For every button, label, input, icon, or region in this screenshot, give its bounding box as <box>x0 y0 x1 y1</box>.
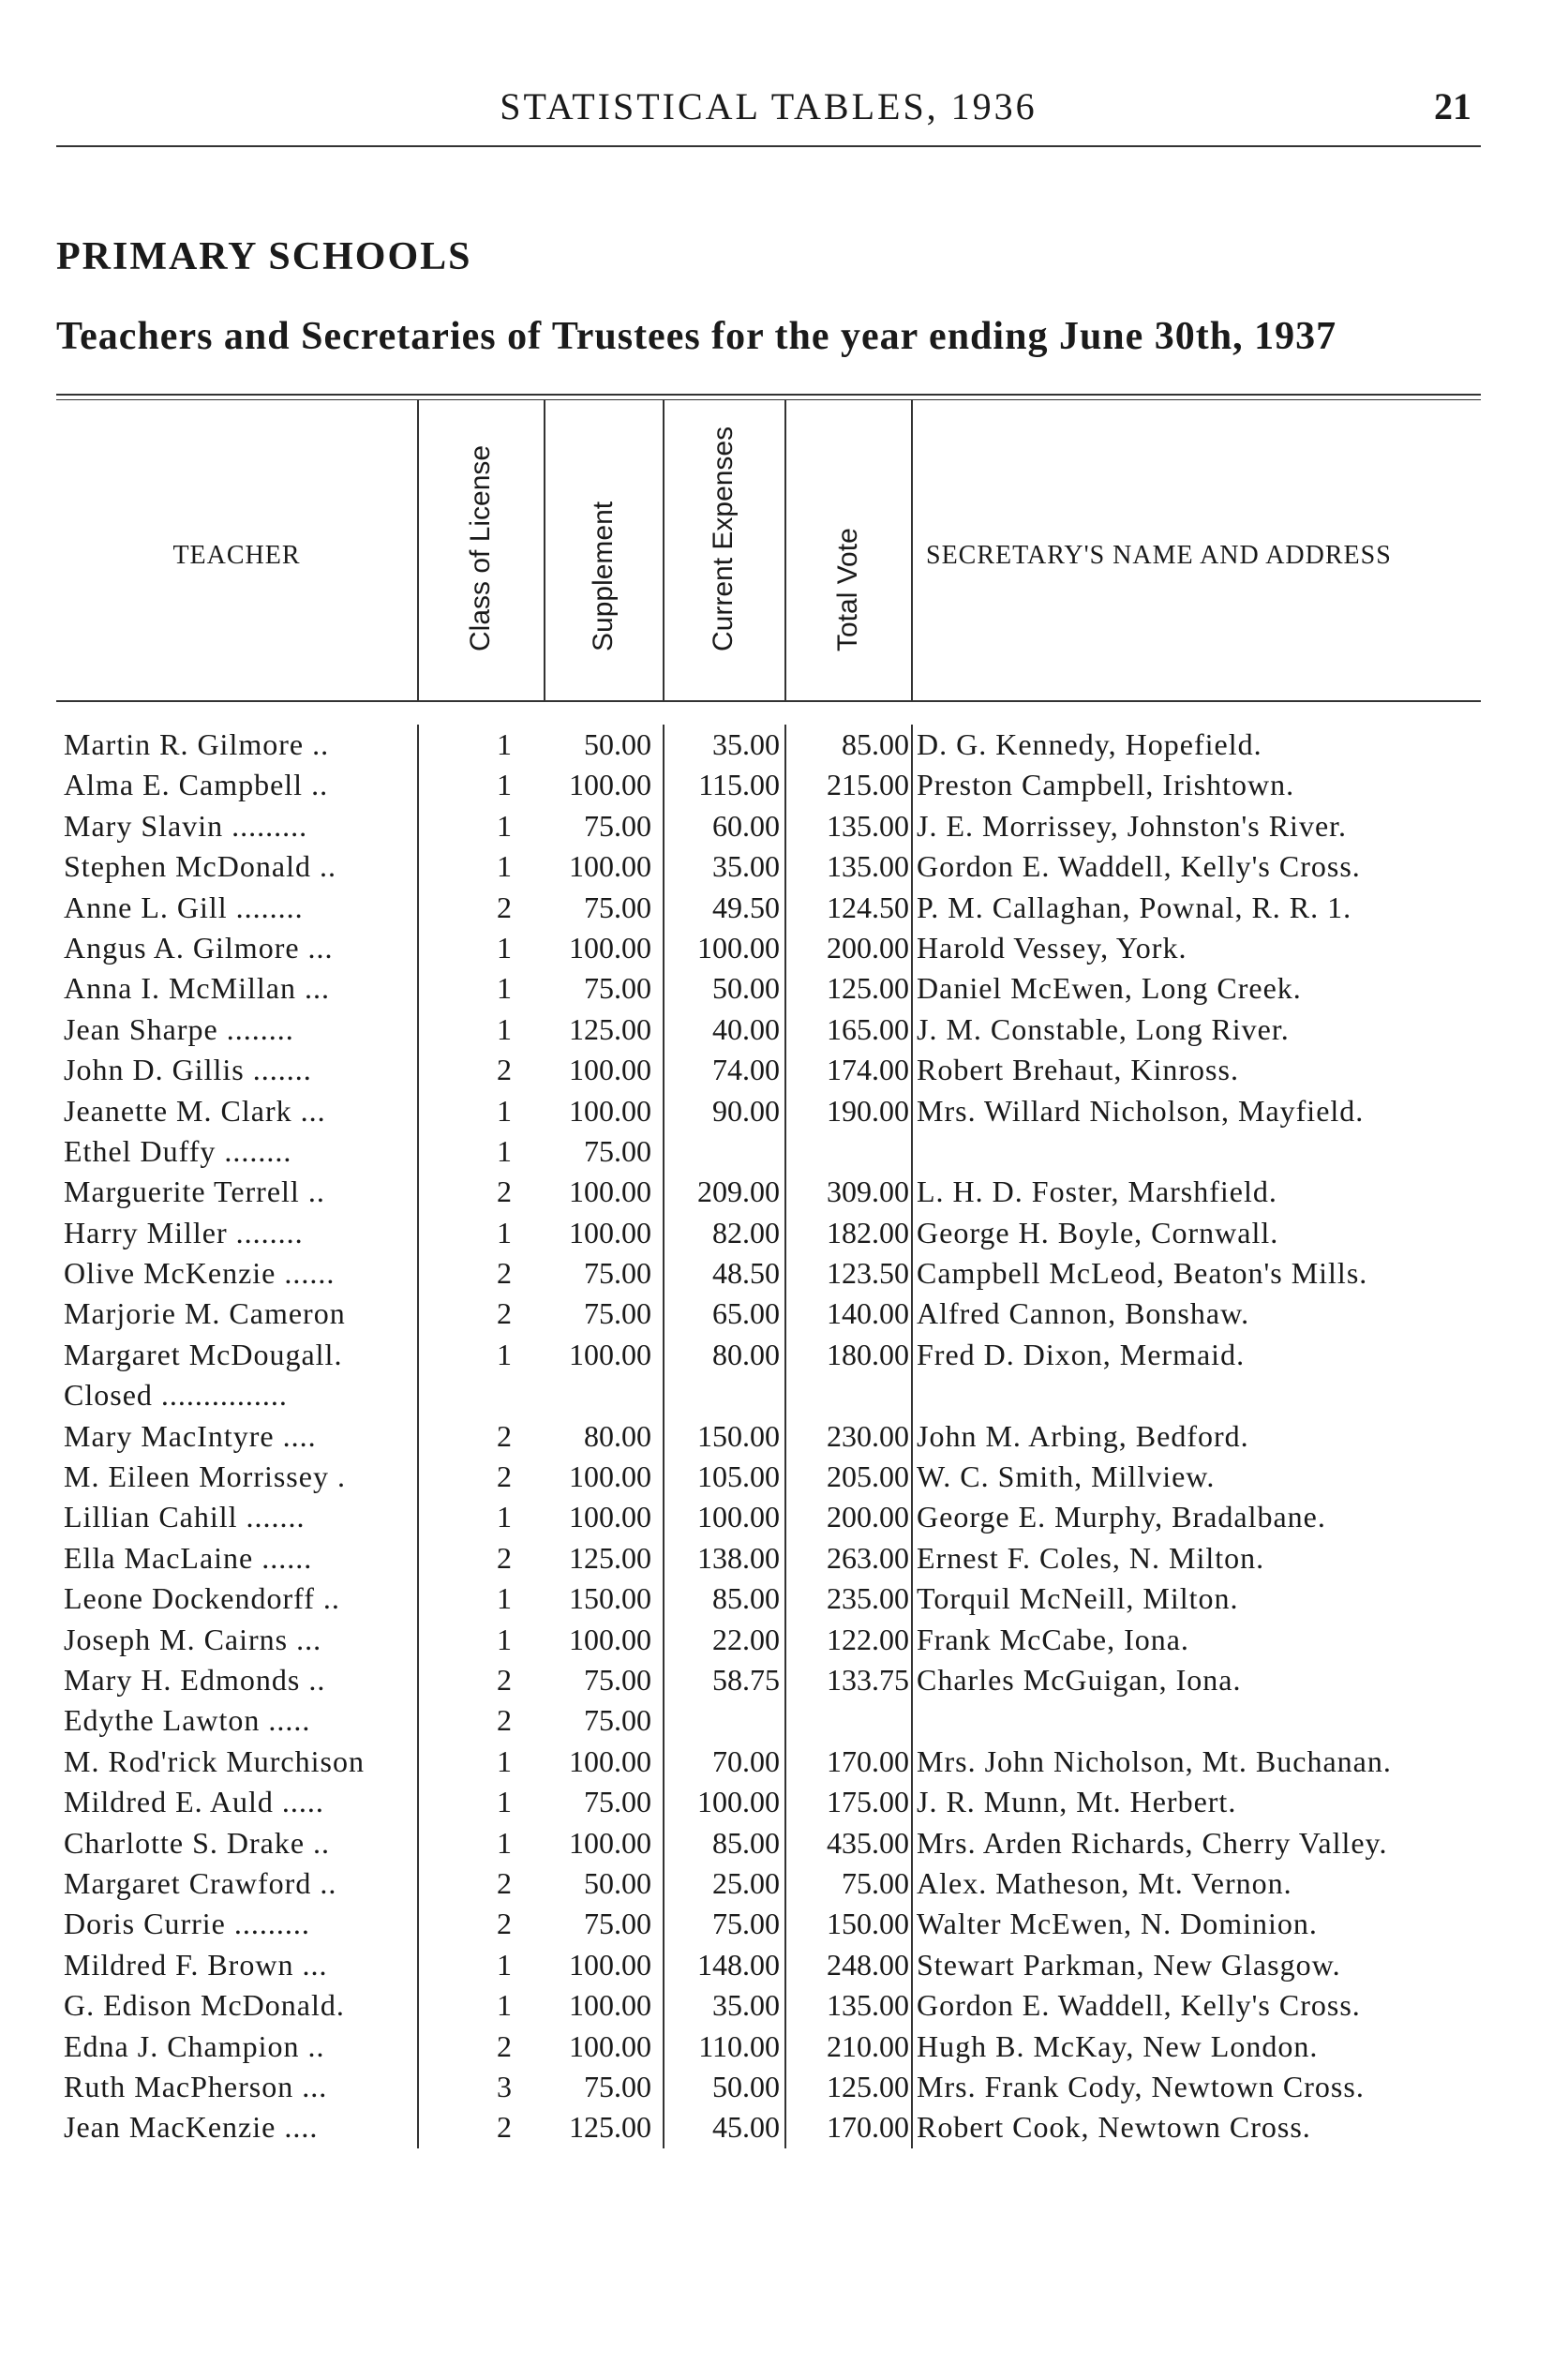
supplement-amount: 75.00 <box>584 808 651 843</box>
secretary-name-address: Mrs. Frank Cody, Newtown Cross. <box>917 2069 1365 2103</box>
supplement-amount: 100.00 <box>569 1459 651 1494</box>
table-top-rule <box>56 394 1481 400</box>
table-row <box>56 1863 1481 1904</box>
secretary-name-address: Frank McCabe, Iona. <box>917 1622 1189 1656</box>
secretary-name-address: J. R. Munn, Mt. Herbert. <box>917 1785 1237 1819</box>
table-row <box>56 1823 1481 1863</box>
total-vote-amount: 205.00 <box>827 1459 909 1494</box>
secretary-name-address: W. C. Smith, Millview. <box>917 1459 1216 1494</box>
current-expenses-amount: 70.00 <box>712 1743 780 1778</box>
total-vote-amount: 200.00 <box>827 930 909 965</box>
secretary-name-address: Hugh B. McKay, New London. <box>917 2028 1319 2063</box>
teacher-name: Edythe Lawton ..... <box>64 1703 311 1738</box>
total-vote-amount: 124.50 <box>827 890 909 924</box>
total-vote-amount: 75.00 <box>842 1865 909 1900</box>
current-expenses-amount: 85.00 <box>712 1581 780 1616</box>
class-of-license: 1 <box>497 1622 512 1656</box>
class-of-license: 1 <box>497 1581 512 1616</box>
class-of-license: 1 <box>497 768 512 802</box>
teacher-name: Edna J. Champion .. <box>64 2028 325 2063</box>
total-vote-amount: 235.00 <box>827 1581 909 1616</box>
teachers-table <box>56 394 1481 2148</box>
table-header <box>56 400 1481 702</box>
total-vote-amount: 123.50 <box>827 1256 909 1291</box>
current-expenses-amount: 209.00 <box>697 1175 780 1209</box>
total-vote-amount: 122.00 <box>827 1622 909 1656</box>
total-vote-amount: 125.00 <box>827 971 909 1006</box>
teacher-name: Mary Slavin ......... <box>64 808 308 843</box>
table-row <box>56 1457 1481 1497</box>
teacher-name: Lillian Cahill ....... <box>64 1500 306 1534</box>
table-row <box>56 1416 1481 1457</box>
teacher-name: John D. Gillis ....... <box>64 1053 312 1087</box>
secretary-name-address: Robert Brehaut, Kinross. <box>917 1053 1239 1087</box>
secretary-name-address: Robert Cook, Newtown Cross. <box>917 2110 1311 2145</box>
supplement-amount: 50.00 <box>584 727 651 761</box>
class-of-license: 2 <box>497 1662 512 1697</box>
table-row <box>56 2067 1481 2107</box>
table-row <box>56 846 1481 887</box>
supplement-amount: 75.00 <box>584 2069 651 2103</box>
class-of-license: 1 <box>497 1011 512 1046</box>
supplement-amount: 75.00 <box>584 1256 651 1291</box>
teacher-name: G. Edison McDonald. <box>64 1988 345 2023</box>
secretary-name-address: Alex. Matheson, Mt. Vernon. <box>917 1865 1292 1900</box>
supplement-amount: 100.00 <box>569 1093 651 1128</box>
table-row <box>56 1131 1481 1172</box>
class-of-license: 1 <box>497 1988 512 2023</box>
supplement-amount: 100.00 <box>569 1947 651 1982</box>
secretary-name-address: Charles McGuigan, Iona. <box>917 1662 1242 1697</box>
secretary-name-address: Torquil McNeill, Milton. <box>917 1581 1239 1616</box>
header-class-of-license: Class of License <box>464 444 496 651</box>
current-expenses-amount: 85.00 <box>712 1825 780 1860</box>
header-teacher: TEACHER <box>172 541 301 570</box>
secretary-name-address: Harold Vessey, York. <box>917 930 1187 965</box>
table-row <box>56 968 1481 1009</box>
table-row <box>56 1497 1481 1537</box>
table-row <box>56 1213 1481 1253</box>
current-expenses-amount: 45.00 <box>712 2110 780 2145</box>
teacher-name: Doris Currie ......... <box>64 1907 310 1941</box>
teacher-name: Angus A. Gilmore ... <box>64 930 334 965</box>
table-row <box>56 1782 1481 1822</box>
total-vote-amount: 150.00 <box>827 1907 909 1941</box>
total-vote-amount: 210.00 <box>827 2028 909 2063</box>
total-vote-amount: 190.00 <box>827 1093 909 1128</box>
teacher-name: M. Eileen Morrissey . <box>64 1459 346 1494</box>
teacher-name: Alma E. Campbell .. <box>64 768 329 802</box>
table-row <box>56 928 1481 968</box>
supplement-amount: 100.00 <box>569 1825 651 1860</box>
class-of-license: 2 <box>497 1053 512 1087</box>
teacher-name: M. Rod'rick Murchison <box>64 1743 365 1778</box>
supplement-amount: 75.00 <box>584 1703 651 1738</box>
teacher-name: Martin R. Gilmore .. <box>64 727 330 761</box>
secretary-name-address: Mrs. Willard Nicholson, Mayfield. <box>917 1093 1365 1128</box>
total-vote-amount: 248.00 <box>827 1947 909 1982</box>
class-of-license: 2 <box>497 2028 512 2063</box>
table-row <box>56 1172 1481 1212</box>
current-expenses-amount: 105.00 <box>697 1459 780 1494</box>
secretary-name-address: D. G. Kennedy, Hopefield. <box>917 727 1262 761</box>
table-row <box>56 765 1481 805</box>
header-total-vote: Total Vote <box>831 528 863 651</box>
table-row <box>56 1538 1481 1579</box>
table-row <box>56 1700 1481 1741</box>
total-vote-amount: 175.00 <box>827 1785 909 1819</box>
secretary-name-address: Ernest F. Coles, N. Milton. <box>917 1540 1265 1575</box>
secretary-name-address: Gordon E. Waddell, Kelly's Cross. <box>917 849 1361 884</box>
current-expenses-amount: 48.50 <box>712 1256 780 1291</box>
supplement-amount: 100.00 <box>569 1337 651 1371</box>
teacher-name: Ethel Duffy ........ <box>64 1133 292 1168</box>
current-expenses-amount: 100.00 <box>697 1785 780 1819</box>
current-expenses-amount: 110.00 <box>698 2028 780 2063</box>
section-subtitle: Teachers and Secretaries of Trustees for the year ending June 30th, 1937 <box>56 315 1337 358</box>
class-of-license: 1 <box>497 1093 512 1128</box>
class-of-license: 1 <box>497 1825 512 1860</box>
class-of-license: 3 <box>497 2069 512 2103</box>
supplement-amount: 75.00 <box>584 1785 651 1819</box>
supplement-amount: 75.00 <box>584 890 651 924</box>
header-supplement-cell <box>544 400 665 700</box>
class-of-license: 2 <box>497 1703 512 1738</box>
teacher-name: Marguerite Terrell .. <box>64 1175 325 1209</box>
table-row <box>56 1742 1481 1782</box>
current-expenses-amount: 22.00 <box>712 1622 780 1656</box>
table-row <box>56 806 1481 846</box>
total-vote-amount: 135.00 <box>827 849 909 884</box>
teacher-name: Stephen McDonald .. <box>64 849 336 884</box>
total-vote-amount: 170.00 <box>827 1743 909 1778</box>
class-of-license: 1 <box>497 727 512 761</box>
table-row <box>56 1335 1481 1375</box>
secretary-name-address: J. M. Constable, Long River. <box>917 1011 1290 1046</box>
header-secretary-cell <box>911 400 1481 700</box>
current-expenses-amount: 40.00 <box>712 1011 780 1046</box>
class-of-license: 1 <box>497 1947 512 1982</box>
supplement-amount: 100.00 <box>569 1215 651 1249</box>
teacher-name: Harry Miller ........ <box>64 1215 304 1249</box>
class-of-license: 2 <box>497 1540 512 1575</box>
current-expenses-amount: 58.75 <box>712 1662 780 1697</box>
supplement-amount: 75.00 <box>584 1133 651 1168</box>
total-vote-amount: 125.00 <box>827 2069 909 2103</box>
current-expenses-amount: 65.00 <box>712 1296 780 1331</box>
total-vote-amount: 200.00 <box>827 1500 909 1534</box>
total-vote-amount: 165.00 <box>827 1011 909 1046</box>
current-expenses-amount: 75.00 <box>712 1907 780 1941</box>
class-of-license: 2 <box>497 1865 512 1900</box>
supplement-amount: 100.00 <box>569 1743 651 1778</box>
table-row <box>56 1579 1481 1619</box>
teacher-name: Anna I. McMillan ... <box>64 971 330 1006</box>
total-vote-amount: 263.00 <box>827 1540 909 1575</box>
supplement-amount: 75.00 <box>584 1662 651 1697</box>
header-current-expenses: Current Expenses <box>708 426 739 651</box>
header-current-cell <box>663 400 786 700</box>
current-expenses-amount: 49.50 <box>712 890 780 924</box>
table-row <box>56 2107 1481 2147</box>
supplement-amount: 100.00 <box>569 1053 651 1087</box>
class-of-license: 1 <box>497 1133 512 1168</box>
total-vote-amount: 215.00 <box>827 768 909 802</box>
total-vote-amount: 135.00 <box>827 1988 909 2023</box>
secretary-name-address: Daniel McEwen, Long Creek. <box>917 971 1302 1006</box>
supplement-amount: 75.00 <box>584 971 651 1006</box>
table-row <box>56 1253 1481 1294</box>
class-of-license: 2 <box>497 1418 512 1453</box>
current-expenses-amount: 148.00 <box>697 1947 780 1982</box>
table-row <box>56 1294 1481 1334</box>
table-row <box>56 888 1481 928</box>
secretary-name-address: Stewart Parkman, New Glasgow. <box>917 1947 1341 1982</box>
class-of-license: 1 <box>497 808 512 843</box>
supplement-amount: 75.00 <box>584 1907 651 1941</box>
table-row <box>56 2027 1481 2067</box>
class-of-license: 2 <box>497 1175 512 1209</box>
header-supplement: Supplement <box>587 501 619 651</box>
supplement-amount: 100.00 <box>569 1988 651 2023</box>
teacher-name: Margaret Crawford .. <box>64 1865 337 1900</box>
teacher-name: Olive McKenzie ...... <box>64 1256 336 1291</box>
header-secretary: SECRETARY'S NAME AND ADDRESS <box>926 541 1392 570</box>
class-of-license: 1 <box>497 1337 512 1371</box>
supplement-amount: 100.00 <box>569 930 651 965</box>
teacher-name: Leone Dockendorff .. <box>64 1581 340 1616</box>
secretary-name-address: L. H. D. Foster, Marshfield. <box>917 1175 1277 1209</box>
table-row <box>56 1620 1481 1660</box>
teacher-name: Jean Sharpe ........ <box>64 1011 294 1046</box>
secretary-name-address: Preston Campbell, Irishtown. <box>917 768 1295 802</box>
current-expenses-amount: 80.00 <box>712 1337 780 1371</box>
current-expenses-amount: 35.00 <box>712 1988 780 2023</box>
total-vote-amount: 174.00 <box>827 1053 909 1087</box>
secretary-name-address: George E. Murphy, Bradalbane. <box>917 1500 1326 1534</box>
current-expenses-amount: 138.00 <box>697 1540 780 1575</box>
teacher-name: Mildred E. Auld ..... <box>64 1785 324 1819</box>
teacher-name: Margaret McDougall. <box>64 1337 343 1371</box>
table-row <box>56 1660 1481 1700</box>
teacher-name: Jeanette M. Clark ... <box>64 1093 326 1128</box>
secretary-name-address: George H. Boyle, Cornwall. <box>917 1215 1279 1249</box>
current-expenses-amount: 82.00 <box>712 1215 780 1249</box>
table-row <box>56 725 1481 765</box>
secretary-name-address: John M. Arbing, Bedford. <box>917 1418 1249 1453</box>
total-vote-amount: 180.00 <box>827 1337 909 1371</box>
current-expenses-amount: 90.00 <box>712 1093 780 1128</box>
current-expenses-amount: 150.00 <box>697 1418 780 1453</box>
supplement-amount: 50.00 <box>584 1865 651 1900</box>
teacher-name: Anne L. Gill ........ <box>64 890 304 924</box>
current-expenses-amount: 100.00 <box>697 1500 780 1534</box>
supplement-amount: 125.00 <box>569 1540 651 1575</box>
secretary-name-address: P. M. Callaghan, Pownal, R. R. 1. <box>917 890 1352 924</box>
supplement-amount: 100.00 <box>569 1500 651 1534</box>
running-head-title: STATISTICAL TABLES, 1936 <box>500 85 1038 127</box>
class-of-license: 2 <box>497 1256 512 1291</box>
header-rule <box>56 145 1481 147</box>
current-expenses-amount: 60.00 <box>712 808 780 843</box>
teacher-name: Ruth MacPherson ... <box>64 2069 328 2103</box>
current-expenses-amount: 50.00 <box>712 2069 780 2103</box>
current-expenses-amount: 35.00 <box>712 727 780 761</box>
class-of-license: 1 <box>497 849 512 884</box>
secretary-name-address: Campbell McLeod, Beaton's Mills. <box>917 1256 1368 1291</box>
header-class-cell <box>417 400 545 700</box>
class-of-license: 1 <box>497 1215 512 1249</box>
secretary-name-address: J. E. Morrissey, Johnston's River. <box>917 808 1348 843</box>
section-title: PRIMARY SCHOOLS <box>56 235 472 278</box>
class-of-license: 2 <box>497 2110 512 2145</box>
page-number: 21 <box>1434 85 1471 127</box>
table-row <box>56 1050 1481 1090</box>
total-vote-amount: 133.75 <box>827 1662 909 1697</box>
supplement-amount: 100.00 <box>569 1622 651 1656</box>
table-row <box>56 1985 1481 2026</box>
total-vote-amount: 435.00 <box>827 1825 909 1860</box>
header-total-cell <box>784 400 913 700</box>
supplement-amount: 75.00 <box>584 1296 651 1331</box>
teacher-name: Charlotte S. Drake .. <box>64 1825 331 1860</box>
table-row <box>56 1010 1481 1050</box>
secretary-name-address: Mrs. Arden Richards, Cherry Valley. <box>917 1825 1388 1860</box>
total-vote-amount: 85.00 <box>842 727 909 761</box>
class-of-license: 2 <box>497 890 512 924</box>
secretary-name-address: Gordon E. Waddell, Kelly's Cross. <box>917 1988 1361 2023</box>
class-of-license: 1 <box>497 1743 512 1778</box>
supplement-amount: 100.00 <box>569 2028 651 2063</box>
total-vote-amount: 140.00 <box>827 1296 909 1331</box>
current-expenses-amount: 35.00 <box>712 849 780 884</box>
current-expenses-amount: 25.00 <box>712 1865 780 1900</box>
supplement-amount: 100.00 <box>569 1175 651 1209</box>
table-body <box>56 725 1481 2148</box>
current-expenses-amount: 100.00 <box>697 930 780 965</box>
teacher-name: Ella MacLaine ...... <box>64 1540 313 1575</box>
supplement-amount: 125.00 <box>569 2110 651 2145</box>
teacher-name: Mary H. Edmonds .. <box>64 1662 326 1697</box>
current-expenses-amount: 74.00 <box>712 1053 780 1087</box>
secretary-name-address: Alfred Cannon, Bonshaw. <box>917 1296 1250 1331</box>
teacher-name: Joseph M. Cairns ... <box>64 1622 322 1656</box>
class-of-license: 1 <box>497 1785 512 1819</box>
supplement-amount: 150.00 <box>569 1581 651 1616</box>
total-vote-amount: 135.00 <box>827 808 909 843</box>
total-vote-amount: 182.00 <box>827 1215 909 1249</box>
class-of-license: 2 <box>497 1296 512 1331</box>
supplement-amount: 125.00 <box>569 1011 651 1046</box>
teacher-name: Closed ............... <box>64 1378 288 1413</box>
secretary-name-address: Fred D. Dixon, Mermaid. <box>917 1337 1246 1371</box>
table-row <box>56 1904 1481 1944</box>
supplement-amount: 100.00 <box>569 849 651 884</box>
running-head <box>56 84 1481 141</box>
table-row <box>56 1375 1481 1415</box>
table-row <box>56 1945 1481 1985</box>
total-vote-amount: 230.00 <box>827 1418 909 1453</box>
supplement-amount: 100.00 <box>569 768 651 802</box>
total-vote-amount: 309.00 <box>827 1175 909 1209</box>
teacher-name: Jean MacKenzie .... <box>64 2110 319 2145</box>
teacher-name: Marjorie M. Cameron <box>64 1296 346 1331</box>
secretary-name-address: Walter McEwen, N. Dominion. <box>917 1907 1318 1941</box>
class-of-license: 1 <box>497 1500 512 1534</box>
supplement-amount: 80.00 <box>584 1418 651 1453</box>
header-teacher-cell <box>56 400 419 700</box>
class-of-license: 1 <box>497 930 512 965</box>
class-of-license: 2 <box>497 1907 512 1941</box>
teacher-name: Mary MacIntyre .... <box>64 1418 317 1453</box>
class-of-license: 2 <box>497 1459 512 1494</box>
table-row <box>56 1091 1481 1131</box>
current-expenses-amount: 115.00 <box>698 768 780 802</box>
teacher-name: Mildred F. Brown ... <box>64 1947 328 1982</box>
class-of-license: 1 <box>497 971 512 1006</box>
current-expenses-amount: 50.00 <box>712 971 780 1006</box>
total-vote-amount: 170.00 <box>827 2110 909 2145</box>
secretary-name-address: Mrs. John Nicholson, Mt. Buchanan. <box>917 1743 1392 1778</box>
